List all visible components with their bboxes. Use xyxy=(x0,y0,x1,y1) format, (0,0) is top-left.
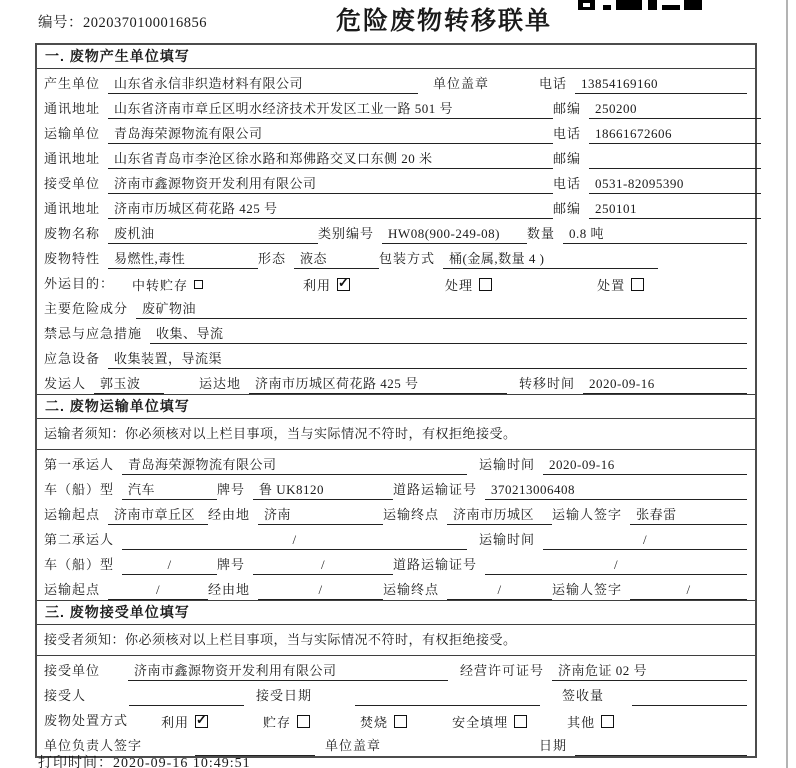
transporter-value: 青岛海荣源物流有限公司 xyxy=(108,124,553,144)
vehicle1-value: 汽车 xyxy=(122,480,217,500)
phone-label: 电话 xyxy=(553,176,582,191)
disposal-landfill-checkbox xyxy=(514,715,527,728)
sign-label: 运输人签字 xyxy=(552,582,623,597)
row-shipper xyxy=(37,369,755,394)
page-title: 危险废物转移联单 xyxy=(335,7,552,35)
license-value: 济南危证 02 号 xyxy=(552,661,747,681)
row-route1 xyxy=(37,500,755,525)
signed-amount-value xyxy=(632,686,747,706)
road-cert-label: 道路运输证号 xyxy=(393,482,478,497)
equipment-value: 收集装置，导流渠 xyxy=(108,349,747,369)
checkbox-label: 中转贮存 xyxy=(132,277,189,293)
purpose-option xyxy=(445,274,492,294)
sign1-value: 张春雷 xyxy=(630,505,747,525)
destination-label: 运达地 xyxy=(199,376,242,391)
zip-label: 邮编 xyxy=(553,201,582,216)
row-receiver-address xyxy=(37,194,755,219)
row-equipment xyxy=(37,344,755,369)
shipper-value: 郭玉波 xyxy=(94,374,164,394)
row-taboo xyxy=(37,319,755,344)
row-producer-address xyxy=(37,94,755,119)
disposal-option xyxy=(567,711,614,731)
zip-label: 邮编 xyxy=(553,151,582,166)
transfer-time-label: 转移时间 xyxy=(519,376,576,391)
disposal-utilize-checkbox xyxy=(195,715,208,728)
via-label: 经由地 xyxy=(208,507,251,522)
signed-amount-label: 签收量 xyxy=(562,688,605,703)
road-cert-label: 道路运输证号 xyxy=(393,557,478,572)
section-receiver xyxy=(37,600,755,756)
vehicle-label: 车（船）型 xyxy=(44,557,115,572)
disposal-option xyxy=(452,711,527,731)
receive-unit-value: 济南市鑫源物资开发利用有限公司 xyxy=(128,661,448,681)
transporter-phone-value: 18661672606 xyxy=(589,124,761,144)
receive-unit-label: 接受单位 xyxy=(44,663,101,678)
disposal-option xyxy=(263,711,310,731)
equipment-label: 应急设备 xyxy=(44,351,101,366)
producer-label: 产生单位 xyxy=(44,76,101,91)
row-route2 xyxy=(37,575,755,600)
purpose-option xyxy=(132,274,203,294)
section-producer-title: 一. 废物产生单位填写 xyxy=(37,45,755,69)
receiver-address-value: 济南市历城区荷花路 425 号 xyxy=(108,199,553,219)
quantity-label: 数量 xyxy=(527,226,556,241)
manifest-form xyxy=(35,43,757,758)
waste-name-value: 废机油 xyxy=(108,224,318,244)
row-transporter-address xyxy=(37,144,755,169)
origin-label: 运输起点 xyxy=(44,582,101,597)
row-vehicle1 xyxy=(37,475,755,500)
transport-time-label: 运输时间 xyxy=(479,457,536,472)
unit-seal-label: 单位盖章 xyxy=(325,738,382,753)
hazard-value: 废矿物油 xyxy=(136,299,747,319)
transfer-time-value: 2020-09-16 xyxy=(583,374,747,394)
transport-time2-value: / xyxy=(543,530,747,550)
serial-value: 2020370100016856 xyxy=(83,15,207,31)
receiver-zip-value: 250101 xyxy=(589,199,761,219)
scrollbar-track[interactable] xyxy=(786,0,788,768)
zip-label: 邮编 xyxy=(553,101,582,116)
end2-value: / xyxy=(447,580,552,600)
phone-label: 电话 xyxy=(538,76,567,91)
via2-value: / xyxy=(258,580,383,600)
section-producer xyxy=(37,45,755,394)
address-label: 通讯地址 xyxy=(44,151,101,166)
transport-time-label: 运输时间 xyxy=(479,532,536,547)
row-hazard xyxy=(37,294,755,319)
purpose-treat-checkbox xyxy=(479,278,492,291)
purpose-dispose-checkbox xyxy=(631,278,644,291)
checkbox-label: 处理 xyxy=(445,277,474,293)
row-producer xyxy=(37,69,755,94)
road-cert2-value: / xyxy=(485,555,747,575)
phone-label: 电话 xyxy=(553,126,582,141)
shipper-label: 发运人 xyxy=(44,376,87,391)
row-carrier2 xyxy=(37,525,755,550)
transport-time1-value: 2020-09-16 xyxy=(543,455,747,475)
transporter-notice: 运输者须知：你必须核对以上栏目事项，当与实际情况不符时，有权拒绝接受。 xyxy=(37,419,755,450)
taboo-label: 禁忌与应急措施 xyxy=(44,326,143,341)
carrier2-value: / xyxy=(122,530,467,550)
carrier2-label: 第二承运人 xyxy=(44,532,115,547)
waste-name-label: 废物名称 xyxy=(44,226,101,241)
road-cert1-value: 370213006408 xyxy=(485,480,747,500)
manager-sign-label: 单位负责人签字 xyxy=(44,738,143,753)
row-receive-person xyxy=(37,681,755,706)
receive-person-value xyxy=(129,686,244,706)
section-transporter xyxy=(37,394,755,600)
license-label: 经营许可证号 xyxy=(460,663,545,678)
disposal-incinerate-checkbox xyxy=(394,715,407,728)
form-value: 液态 xyxy=(294,249,379,269)
disposal-option xyxy=(161,711,208,731)
section-transporter-title: 二. 废物运输单位填写 xyxy=(37,395,755,419)
vehicle2-value: / xyxy=(122,555,217,575)
receiver-value: 济南市鑫源物资开发利用有限公司 xyxy=(108,174,553,194)
serial-label: 编号： xyxy=(38,15,83,31)
row-carrier1 xyxy=(37,450,755,475)
via1-value: 济南 xyxy=(258,505,383,525)
row-vehicle2 xyxy=(37,550,755,575)
date-label: 日期 xyxy=(539,738,568,753)
transporter-address-value: 山东省青岛市李沧区徐水路和郑佛路交叉口东侧 20 米 xyxy=(108,149,553,169)
carrier1-value: 青岛海荣源物流有限公司 xyxy=(122,455,467,475)
disposal-option xyxy=(360,711,407,731)
row-disposal xyxy=(37,706,755,731)
vehicle-label: 车（船）型 xyxy=(44,482,115,497)
plate-label: 牌号 xyxy=(217,557,246,572)
unit-seal-label: 单位盖章 xyxy=(433,76,490,91)
address-label: 通讯地址 xyxy=(44,101,101,116)
origin2-value: / xyxy=(108,580,208,600)
receiver-notice: 接受者须知：你必须核对以上栏目事项，当与实际情况不符时，有权拒绝接受。 xyxy=(37,625,755,656)
disposal-label: 废物处置方式 xyxy=(44,713,129,728)
purpose-option xyxy=(597,274,644,294)
row-receiver xyxy=(37,169,755,194)
end-label: 运输终点 xyxy=(383,582,440,597)
row-receive-unit xyxy=(37,656,755,681)
plate1-value: 鲁 UK8120 xyxy=(253,480,393,500)
plate2-value: / xyxy=(253,555,393,575)
disposal-other-checkbox xyxy=(601,715,614,728)
plate-label: 牌号 xyxy=(217,482,246,497)
origin1-value: 济南市章丘区 xyxy=(108,505,208,525)
row-waste-character xyxy=(37,244,755,269)
row-purpose xyxy=(37,269,755,294)
print-time-label: 打印时间： xyxy=(38,756,113,768)
packing-label: 包装方式 xyxy=(379,251,436,266)
sign-label: 运输人签字 xyxy=(552,507,623,522)
date-value xyxy=(575,736,747,756)
character-label: 废物特性 xyxy=(44,251,101,266)
end-label: 运输终点 xyxy=(383,507,440,522)
receive-person-label: 接受人 xyxy=(44,688,87,703)
checkbox-label: 利用 xyxy=(303,277,332,293)
checkbox-label: 处置 xyxy=(597,277,626,293)
address-label: 通讯地址 xyxy=(44,201,101,216)
checkbox-label: 利用 xyxy=(161,714,190,730)
purpose-utilize-checkbox xyxy=(337,278,350,291)
producer-value: 山东省永信非织造材料有限公司 xyxy=(108,74,418,94)
purpose-option xyxy=(303,274,350,294)
checkbox-label: 其他 xyxy=(567,714,596,730)
producer-phone-value: 13854169160 xyxy=(575,74,747,94)
checkbox-label: 贮存 xyxy=(263,714,292,730)
receive-date-label: 接受日期 xyxy=(256,688,313,703)
purpose-label: 外运目的： xyxy=(44,276,115,291)
via-label: 经由地 xyxy=(208,582,251,597)
receive-date-value xyxy=(355,686,540,706)
print-time-value: 2020-09-16 10:49:51 xyxy=(113,756,251,768)
destination-value: 济南市历城区荷花路 425 号 xyxy=(249,374,507,394)
purpose-transfer-storage-checkbox xyxy=(194,280,203,289)
producer-zip-value: 250200 xyxy=(589,99,761,119)
row-waste-name xyxy=(37,219,755,244)
category-label: 类别编号 xyxy=(318,226,375,241)
producer-address-value: 山东省济南市章丘区明水经济技术开发区工业一路 501 号 xyxy=(108,99,553,119)
checkbox-label: 焚烧 xyxy=(360,714,389,730)
carrier1-label: 第一承运人 xyxy=(44,457,115,472)
row-transporter xyxy=(37,119,755,144)
disposal-storage-checkbox xyxy=(297,715,310,728)
taboo-value: 收集、导流 xyxy=(150,324,747,344)
packing-value: 桶(金属,数量 4 ) xyxy=(443,249,658,269)
transporter-label: 运输单位 xyxy=(44,126,101,141)
print-time-line xyxy=(38,752,251,768)
receiver-label: 接受单位 xyxy=(44,176,101,191)
receiver-phone-value: 0531-82095390 xyxy=(589,174,761,194)
character-value: 易燃性,毒性 xyxy=(108,249,258,269)
form-label: 形态 xyxy=(258,251,287,266)
end1-value: 济南市历城区 xyxy=(447,505,552,525)
transporter-zip-value xyxy=(589,149,761,169)
sign2-value: / xyxy=(630,580,747,600)
quantity-value: 0.8 吨 xyxy=(563,224,747,244)
category-value: HW08(900-249-08) xyxy=(382,224,527,244)
checkbox-label: 安全填埋 xyxy=(452,714,509,730)
hazard-label: 主要危险成分 xyxy=(44,301,129,316)
section-receiver-title: 三. 废物接受单位填写 xyxy=(37,601,755,625)
origin-label: 运输起点 xyxy=(44,507,101,522)
